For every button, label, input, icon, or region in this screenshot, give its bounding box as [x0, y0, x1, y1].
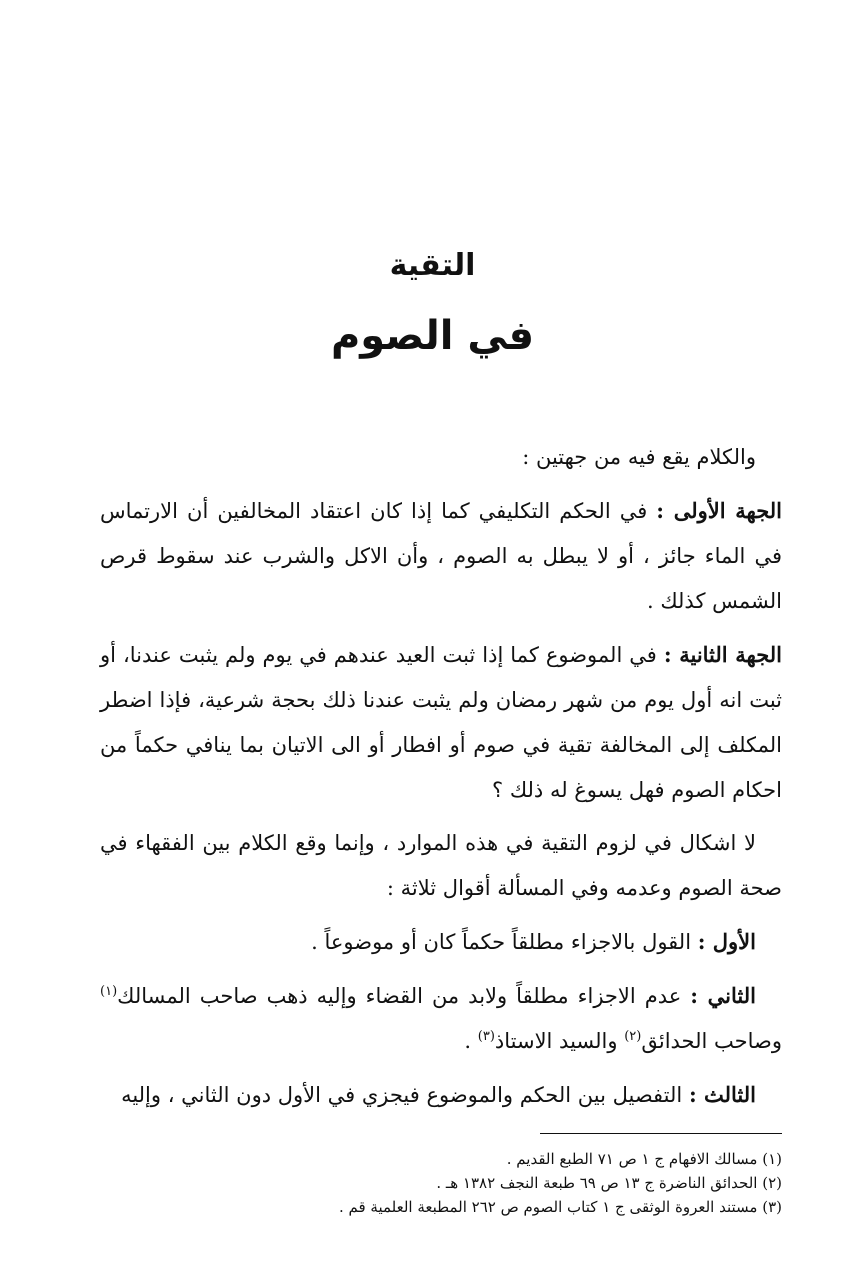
- footnote-ref-1[interactable]: (١): [100, 984, 118, 999]
- opinion-two-text-a: عدم الاجزاء مطلقاً ولابد من القضاء وإليه ذهب صاحب المسالك: [117, 984, 691, 1008]
- opinion-one-lead: الأول :: [697, 929, 756, 954]
- aspect-one-paragraph: [100, 488, 782, 624]
- aspect-two-text: في الموضوع كما إذا ثبت العيد عندهم في يوم ولم يثبت عندنا، أو ثبت انه أول يوم من شهر رمضان ولم يثبت عندنا ذلك بحجة شرعية، فإذا اضطر المكلف إلى المخالفة تقية في صوم أو افطار أو الى الاتيان بما ينافي حكماً من احكام الصوم فهل يسوغ له ذلك ؟: [100, 643, 782, 802]
- opinion-three-paragraph: [100, 1072, 782, 1118]
- page-subtitle: في الصوم: [330, 313, 535, 359]
- aspect-two-paragraph: [100, 632, 782, 813]
- opinion-two-text-d: .: [464, 1029, 478, 1053]
- intro-paragraph: والكلام يقع فيه من جهتين :: [522, 445, 756, 469]
- opinion-two-paragraph: [100, 973, 782, 1064]
- footnote-ref-2[interactable]: (٢): [624, 1029, 642, 1044]
- aspect-one-lead: الجهة الأولى :: [656, 498, 782, 523]
- opinion-three-lead: الثالث :: [688, 1082, 756, 1107]
- opinion-three-text: التفصيل بين الحكم والموضوع فيجزي في الأول دون الثاني ، وإليه: [121, 1083, 689, 1107]
- aspect-two-lead: الجهة الثانية :: [663, 642, 782, 667]
- opinion-one-paragraph: [100, 919, 782, 965]
- aspect-one-text: في الحكم التكليفي كما إذا كان اعتقاد المخالفين أن الارتماس في الماء جائز ، أو لا يبطل به الصوم ، وأن الاكل والشرب عند سقوط قرص الشمس كذلك .: [100, 499, 782, 613]
- footnote-2: (٢) الحدائق الناضرة ج ١٣ ص ٦٩ طبعة النجف ١٣٨٢ هـ .: [436, 1174, 782, 1192]
- footnote-ref-3[interactable]: (٣): [477, 1029, 495, 1044]
- discussion-paragraph: لا اشكال في لزوم التقية في هذه الموارد ، وإنما وقع الكلام بين الفقهاء في صحة الصوم وعدمه وفي المسألة أقوال ثلاثة :: [100, 831, 782, 900]
- footnote-3: (٣) مستند العروة الوثقى ج ١ كتاب الصوم ص ٢٦٢ المطبعة العلمية قم .: [338, 1198, 782, 1216]
- footnote-divider: [540, 1133, 782, 1134]
- opinion-two-lead: الثاني :: [690, 983, 756, 1008]
- footnotes: [100, 1147, 782, 1219]
- opinion-two-text-b: وصاحب الحدائق: [641, 1029, 782, 1053]
- body-text: [100, 435, 782, 1126]
- footnote-1: (١) مسالك الافهام ج ١ ص ٧١ الطبع القديم .: [506, 1150, 782, 1168]
- opinion-one-text: القول بالاجزاء مطلقاً حكماً كان أو موضوعاً .: [311, 930, 698, 954]
- opinion-two-text-c: والسيد الاستاذ: [494, 1029, 625, 1053]
- page-title: التقية: [389, 248, 476, 283]
